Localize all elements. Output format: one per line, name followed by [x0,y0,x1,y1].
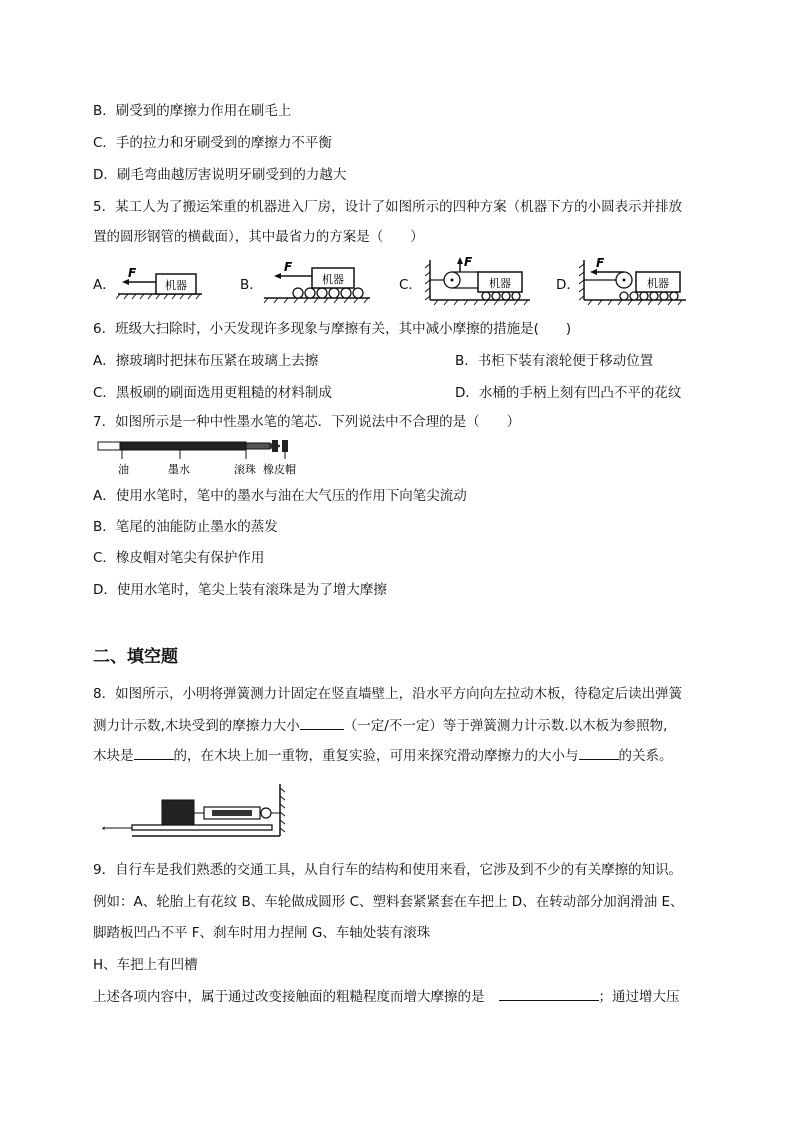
q7-option-d: D．使用水笔时，笔尖上装有滚珠是为了增大摩擦 [93,582,387,598]
force-label-b: F [284,260,293,274]
q6-option-c: C．黑板刷的刷面选用更粗糙的材料制成 [93,385,332,401]
q5-figure-b [262,258,374,304]
q5-label-b: B． [240,277,263,293]
q5-label-d: D． [556,277,580,293]
q8-spring-scale-figure [100,780,285,840]
q4-option-b: B．刷受到的摩擦力作用在刷毛上 [93,103,292,119]
q5-label-a: A． [93,277,116,293]
q9-line2: 例如：A、轮胎上有花纹 B、车轮做成圆形 C、塑料套紧紧套在车把上 D、在转动部分加润滑油 E、 [93,894,684,910]
machine-label-d: 机器 [647,277,669,290]
q7-pen-refill-figure [96,437,306,479]
q4-option-d: D．刷毛弯曲越厉害说明牙刷受到的力越大 [93,167,347,183]
q9-line1: 9．自行车是我们熟悉的交通工具，从自行车的结构和使用来看，它涉及到不少的有关摩擦的知识。 [93,862,683,878]
q6-option-a: A．擦玻璃时把抹布压紧在玻璃上去擦 [93,353,319,369]
q6-option-d: D．水桶的手柄上刻有凹凸不平的花纹 [455,385,682,401]
q5-stem-line1: 5．某工人为了搬运笨重的机器进入厂房，设计了如图所示的四种方案（机器下方的小圆表示并排放 [93,199,683,215]
q7-option-b: B．笔尾的油能防止墨水的蒸发 [93,519,278,535]
q6-option-b: B．书柜下装有滚轮便于移动位置 [455,353,654,369]
q9-blank-1[interactable] [499,987,599,1001]
q6-stem: 6．班级大扫除时，小天发现许多现象与摩擦有关，其中减小摩擦的措施是( ) [93,321,572,337]
q7-stem: 7．如图所示是一种中性墨水笔的笔芯．下列说法中不合理的是（ ） [93,414,521,430]
fig-label-ink: 墨水 [168,463,190,476]
q4-option-c: C．手的拉力和牙刷受到的摩擦力不平衡 [93,135,332,151]
section-title-fill-in: 二、填空题 [93,647,178,667]
machine-label-a: 机器 [165,279,187,292]
q7-option-a: A．使用水笔时，笔中的墨水与油在大气压的作用下向笔尖流动 [93,488,467,504]
q9-line4: H、车把上有凹槽 [93,957,198,973]
q5-stem-line2: 置的圆形钢管的横截面），其中最省力的方案是（ ） [93,229,424,245]
q9-line5: 上述各项内容中，属于通过改变接触面的粗糙程度而增大摩擦的是 ；通过增大压 [93,989,680,1005]
q5-figure-d [578,256,690,306]
q9-line3: 脚踏板凹凸不平 F、刹车时用力捏闸 G、车轴处装有滚珠 [93,925,431,941]
q7-option-c: C．橡皮帽对笔尖有保护作用 [93,550,265,566]
q5-label-c: C． [399,277,422,293]
force-label-c: F [464,256,473,269]
q5-figure-a [116,262,206,300]
svg-text:‹: ‹ [102,824,106,834]
q8-blank-1[interactable] [300,716,344,730]
fig-label-oil: 油 [118,463,129,476]
fig-label-cap: 橡皮帽 [263,463,296,476]
machine-label-c: 机器 [489,277,511,290]
q8-blank-3[interactable] [579,746,619,760]
force-label-d: F [596,256,605,270]
q8-blank-2[interactable] [134,746,174,760]
q8-line1: 8．如图所示，小明将弹簧测力计固定在竖直墙壁上，沿水平方向向左拉动木板，待稳定后读出弹簧 [93,686,683,702]
force-label-a: F [128,266,137,280]
fig-label-ball: 滚珠 [234,463,256,476]
q8-line3: 木块是 的，在木块上加一重物，重复实验，可用来探究滑动摩擦力的大小与 的关系。 [93,748,673,764]
q5-figure-c [424,256,534,306]
q8-line2: 测力计示数,木块受到的摩擦力大小 （一定/不一定）等于弹簧测力计示数.以木板为参照物, [93,718,668,734]
machine-label-b: 机器 [322,273,344,286]
